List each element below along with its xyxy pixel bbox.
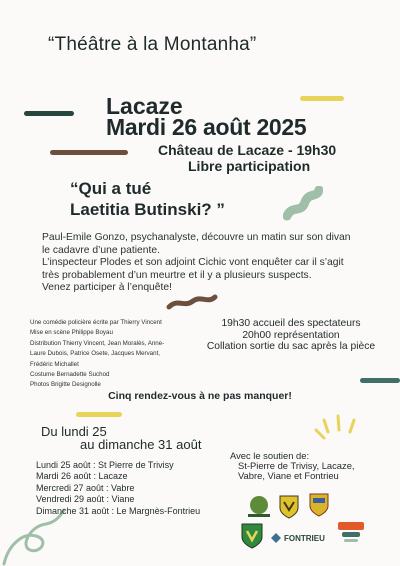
support-line: Vabre, Viane et Fontrieu: [238, 470, 339, 482]
sponsor-logo-right: [336, 518, 366, 548]
tagline: Cinq rendez-vous à ne pas manquer!: [108, 390, 292, 402]
credit-line: Mise en scène Philippe Boyau: [30, 329, 113, 337]
tour-date-item: Mardi 26 août : Lacaze: [36, 471, 128, 482]
evening-schedule: [196, 318, 386, 353]
green-squiggle: [283, 186, 323, 222]
fontrieu-icon: [270, 532, 282, 544]
schedule-line: Collation sortie du sac après la pièce: [206, 341, 376, 352]
credit-line: Costume Bernadette Suchod: [30, 371, 110, 379]
support-line: St-Pierre de Trivisy, Lacaze,: [238, 460, 355, 471]
schedule-line: 19h30 accueil des spectateurs: [221, 318, 361, 329]
tour-date-item: Vendredi 29 août : Viane: [36, 494, 135, 505]
tour-date-item: Mercredi 27 août : Vabre: [36, 482, 135, 493]
brown-bar-left: [50, 150, 130, 156]
play-title: [70, 178, 270, 220]
period-end: au dimanche 31 août: [80, 437, 202, 452]
fontrieu-logo-text: FONTRIEU: [284, 534, 325, 543]
teal-bar-right: [360, 378, 400, 386]
yellow-bar-mid: [76, 412, 124, 418]
dark-bar-left: [24, 111, 76, 117]
event-town: Lacaze: [106, 93, 183, 119]
credit-line: Une comédie policière écrite par Thierry Vincent: [30, 319, 162, 326]
st-pierre-logo: [244, 494, 274, 520]
viane-crest: [240, 522, 264, 550]
support-heading: Avec le soutien de:: [230, 450, 310, 461]
support-list: [238, 461, 378, 482]
schedule-line: 20h00 représentation: [242, 329, 340, 341]
credits: [30, 318, 190, 391]
synopsis-line: Venez participer à l’enquête!: [42, 282, 172, 294]
sun-rays: [312, 412, 368, 448]
synopsis: [42, 232, 362, 295]
credit-line: Photos Brigitte Designolle: [30, 381, 101, 389]
vabre-crest: [308, 492, 330, 518]
company-name: “Théâtre à la Montanha”: [48, 34, 257, 55]
play-title-line2: Laetitia Butinski? ”: [70, 200, 225, 219]
tour-date-item: Dimanche 31 août : Le Margnès-Fontrieu: [36, 505, 201, 516]
credit-line: Laure Dubois, Patrice Osete, Jacques Mervant,: [30, 350, 161, 358]
credit-line: Distribution Thierry Vincent, Jean Moralès, Anne-: [30, 339, 165, 347]
play-title-line1: “Qui a tué: [70, 179, 152, 198]
brown-squiggle: [166, 292, 218, 312]
period-start: Du lundi 25: [41, 424, 107, 439]
lacaze-crest: [278, 494, 300, 520]
synopsis-line: Paul-Emile Gonzo, psychanalyste, découvre un matin sur son divan: [42, 232, 351, 243]
tour-date-item: Lundi 25 août : St Pierre de Trivisy: [36, 460, 174, 470]
synopsis-line: le cadavre d’une patiente.: [42, 244, 160, 256]
event-participation: Libre participation: [188, 158, 311, 174]
tour-dates: [36, 460, 236, 517]
event-venue: Château de Lacaze - 19h30: [158, 142, 337, 158]
yellow-bar-top: [300, 96, 344, 102]
synopsis-line: L’inspecteur Plodes et son adjoint Cichic vont enquêter car il s’agit: [42, 257, 344, 269]
credit-line: Frédéric Michallet: [30, 360, 79, 368]
synopsis-line: très probablement d’un meurtre et il y a plusieurs suspects.: [42, 269, 312, 281]
event-date: Mardi 26 août 2025: [106, 114, 307, 140]
